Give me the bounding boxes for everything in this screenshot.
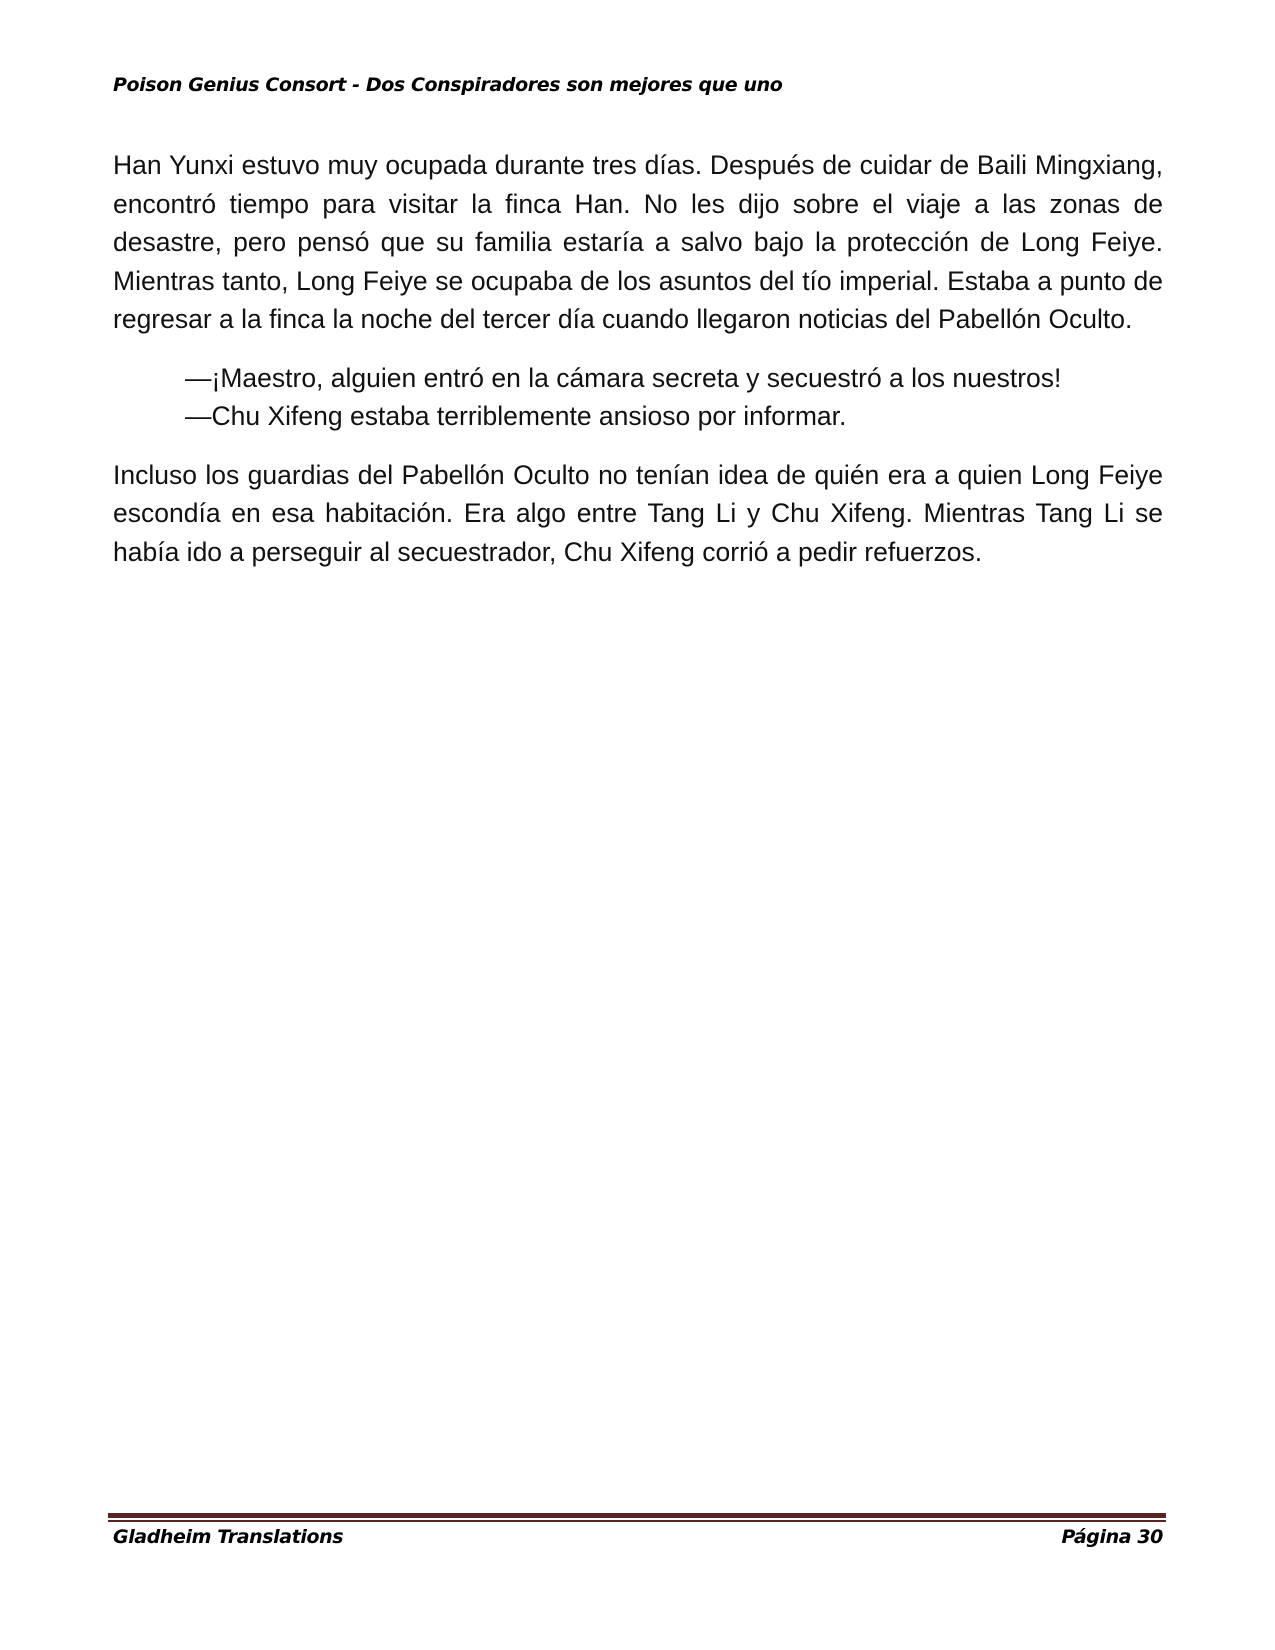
page-header: Poison Genius Consort - Dos Conspiradores son mejores que uno	[113, 74, 783, 96]
paragraph: Incluso los guardias del Pabellón Oculto no tenían idea de quién era a quien Long Feiye escondía en esa habitación. Era algo entre Tang Li y Chu Xifeng. Mientras Tang Li se había ido a perseguir al secuestrador, Chu Xifeng corrió a pedir refuerzos.	[113, 459, 1163, 567]
footer-divider-thin	[108, 1520, 1166, 1522]
dialogue-line: —¡Maestro, alguien entró en la cámara secreta y secuestró a los nuestros!	[185, 362, 1062, 393]
document-body	[113, 146, 1163, 591]
dialogue-line: —Chu Xifeng estaba terriblemente ansioso por informar.	[185, 401, 847, 431]
page-footer	[113, 1526, 1163, 1548]
page-number: Página 30	[1061, 1526, 1163, 1548]
footer-divider	[108, 1513, 1166, 1522]
footer-publisher: Gladheim Translations	[113, 1526, 344, 1548]
paragraph: Han Yunxi estuvo muy ocupada durante tres días. Después de cuidar de Baili Mingxiang, encontró tiempo para visitar la finca Han. No les dijo sobre el viaje a las zonas de desastre, pero pensó que su familia estaría a salvo bajo la protección de Long Feiye. Mientras tanto, Long Feiye se ocupaba de los asuntos del tío imperial. Estaba a punto de regresar a la finca la noche del tercer día cuando llegaron noticias del Pabellón Oculto.	[113, 150, 1163, 334]
footer-divider-thick	[108, 1513, 1166, 1518]
dialogue-block	[185, 359, 1163, 436]
